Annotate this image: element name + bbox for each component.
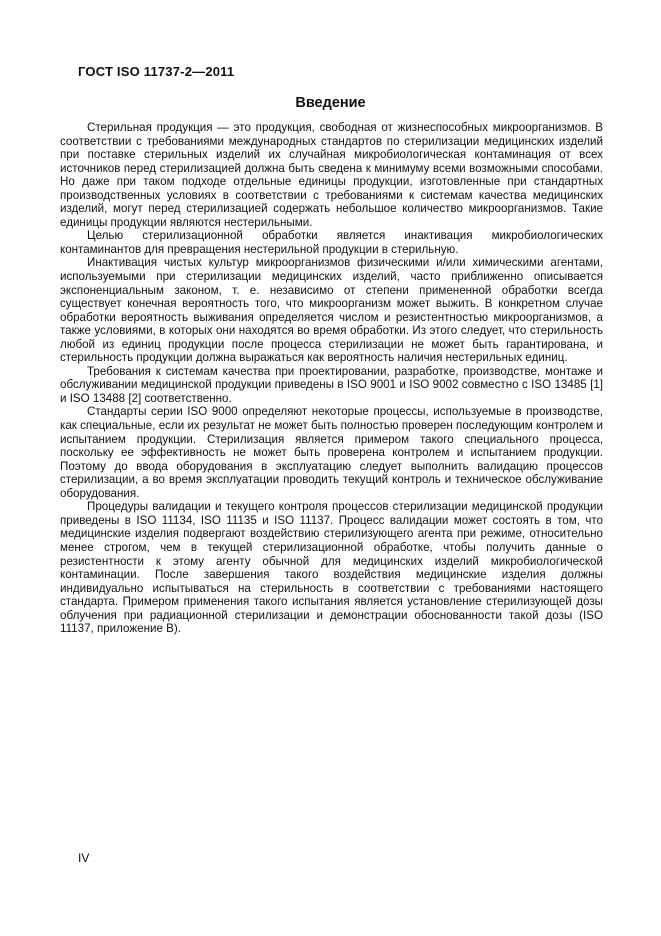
document-body [60,121,603,636]
section-title: Введение [295,95,366,111]
paragraph: Целью стерилизационной обработки является инактивация микробиологических контаминантов для превращения нестерильной продукции в стерильную. [60,229,603,256]
paragraph: Процедуры валидации и текущего контроля процессов стерилизации медицинской продукции приведены в ISO 11134, ISO 11135 и ISO 11137. Процесс валидации может состоять в том, что медицинские изделия подвергают воздействию стерилизующего агента при режиме, относительно менее строгом, чем в текущей стерилизационной обработке, чтобы получить данные о резистентности к этому агенту обычной для медицинских изделий микробиологической контаминации. После завершения такого воздействия медицинские изделия должны индивидуально испытываться на стерильность в соответствии с требованиями настоящего стандарта. Примером применения такого испытания является установление стерилизующей дозы облучения при радиационной стерилизации и демонстрации обоснованности такой дозы (ISO 11137, приложение B). [60,500,603,636]
running-header: ГОСТ ISO 11737-2—2011 [78,64,235,79]
page-number: IV [78,851,90,865]
paragraph: Стерильная продукция — это продукция, свободная от жизнеспособных микроорганизмов. В соответствии с требованиями международных стандартов по стерилизации медицинских изделий при поставке стерильных изделий их случайная микробиологическая контаминация от всех источников перед стерилизацией должна быть сведена к минимуму всеми возможными способами. Но даже при таком подходе отдельные единицы продукции, изготовленные при стандартных производственных условиях в соответствии с требованиями к системам качества медицинских изделий, могут перед стерилизацией содержать небольшое количество микроорганизмов. Такие единицы продукции являются нестерильными. [60,121,603,229]
paragraph: Требования к системам качества при проектировании, разработке, производстве, монтаже и обслуживании медицинской продукции приведены в ISO 9001 и ISO 9002 совместно с ISO 13485 [1] и ISO 13488 [2] соответственно. [60,364,603,405]
paragraph: Стандарты серии ISO 9000 определяют некоторые процессы, используемые в производстве, как специальные, если их результат не может быть полностью проверен последующим контролем и испытанием продукции. Стерилизация является примером такого специального процесса, поскольку ее эффективность не может быть проверена контролем и испытанием продукции. Поэтому до ввода оборудования в эксплуатацию следует выполнить валидацию процессов стерилизации, а во время эксплуатации проводить текущий контроль и техническое обслуживание оборудования. [60,405,603,500]
paragraph: Инактивация чистых культур микроорганизмов физическими и/или химическими агентами, используемыми при стерилизации медицинских изделий, часто приближенно описывается экспоненциальным законом, т. е. независимо от степени примененной обработки всегда существует конечная вероятность того, что микроорганизм может выжить. В конкретном случае обработки вероятность выживания определяется числом и резистентностью микроорганизмов, а также условиями, в которых они находятся во время обработки. Из этого следует, что стерильность любой из единиц продукции после процесса стерилизации не может быть гарантирована, и стерильность продукции должна выражаться как вероятность наличия нестерильных единиц. [60,256,603,365]
